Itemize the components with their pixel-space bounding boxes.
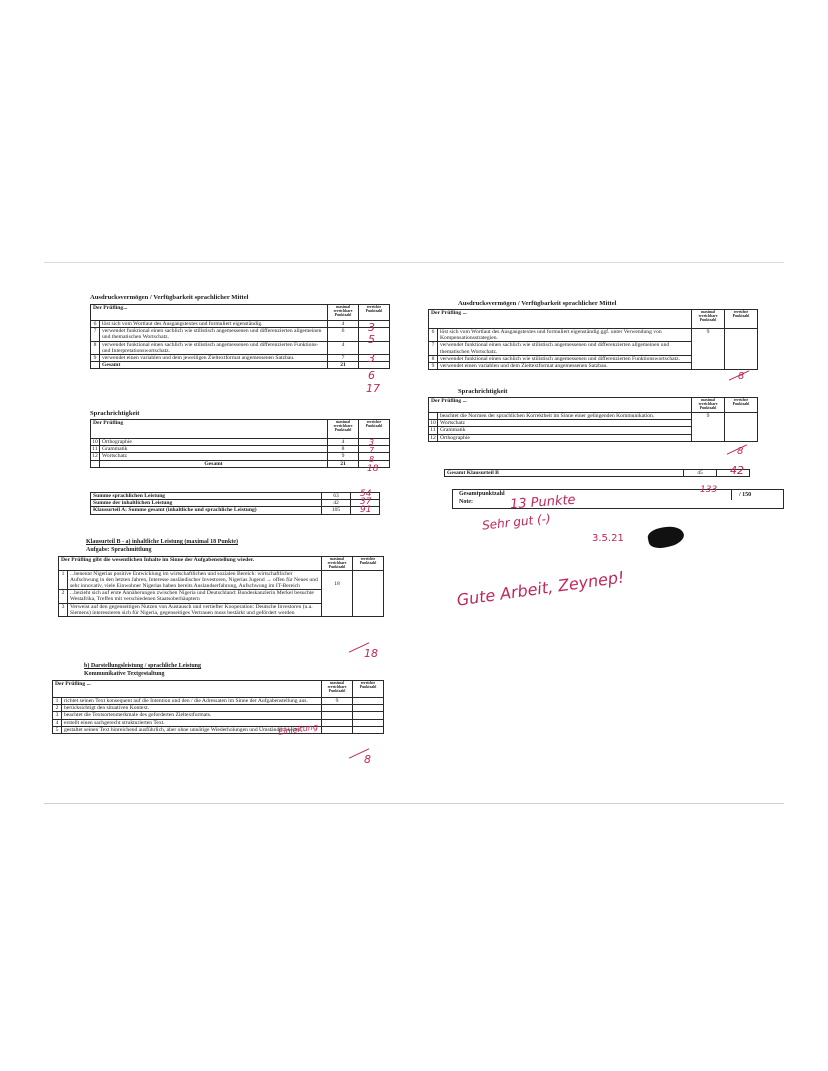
left-sprach-title: Sprachrichtigkeit: [90, 410, 140, 417]
hw-points: 3: [369, 438, 375, 447]
right-sprach-title: Sprachrichtigkeit: [458, 388, 508, 395]
criterion-text: löst sich vom Wortlaut des Ausgangstextes und formuliert eigenständig ggf. unter Verwendung von Kompensationsstrategien.: [438, 329, 692, 342]
total-label: Gesamt: [100, 460, 328, 467]
col-max: maximal erreichbare Punktzahl: [328, 420, 359, 439]
row-number: 6: [91, 321, 100, 328]
reached-points-cell: [725, 413, 758, 442]
hw-grade-word: Sehr gut (-): [481, 511, 552, 533]
hw-points: 91: [360, 505, 372, 515]
note-label: Note:: [459, 499, 473, 505]
row-number: 10: [92, 439, 98, 445]
criterion-text: berücksichtigt den situativen Kontext.: [62, 705, 322, 712]
summary-label: Summe der inhaltlichen Leistung: [91, 500, 322, 507]
criterion-text: Grammatik: [100, 446, 328, 453]
summary-label: Klausurteil A: Summe gesamt (inhaltliche und sprachliche Leistung): [91, 507, 322, 514]
row-number: 1: [53, 698, 62, 705]
criterion-text: Orthographie: [438, 434, 692, 441]
max-points: 8: [328, 446, 359, 453]
gesamt-b-max: 45: [684, 470, 717, 477]
summary-max: 42: [322, 500, 351, 507]
table-head: Der Prüfling gibt die wesentlichen Inhalte im Sinne der Aufgabenstellung wieder.: [59, 557, 322, 571]
criterion-text: verwendet einen variablen und dem jeweiligen Zieltextformat angemessenen Satzbau.: [100, 355, 328, 362]
criterion-text: verwendet funktional einen sachlich wie stilistisch angemessenen und differenzierten allgemeinen und thematischen Wortschatz.: [100, 328, 328, 341]
row-number: 12: [92, 453, 98, 460]
hw-points: 3: [368, 321, 375, 334]
col-reached: erreichte Punktzahl: [725, 310, 758, 329]
criterion-text: Wortschatz: [100, 453, 328, 460]
row-number: 9: [429, 363, 438, 370]
right-ausdruck-title: Ausdrucksvermögen / Verfügbarkeit sprachlicher Mittel: [458, 300, 617, 307]
criterion-text: richtet seinen Text konsequent auf die Intention und den / die Adressaten im Sinne der Aufgabenstellung aus.: [62, 698, 322, 705]
row-number: 4: [53, 719, 62, 726]
hw-points: 5: [368, 333, 375, 346]
row-number: 2: [53, 705, 62, 712]
hw-points: 18: [367, 464, 379, 474]
max-points: 9: [322, 698, 353, 705]
exam-sheet: [44, 262, 784, 804]
right-ausdruck-table: [428, 309, 758, 370]
hw-points: 42: [730, 464, 744, 477]
max-points: 9: [692, 329, 725, 370]
summary-max: 105: [322, 507, 351, 514]
hw-points: 133: [700, 485, 718, 495]
criterion-text: löst sich vom Wortlaut des Ausgangstextes und formuliert eigenständig.: [100, 321, 328, 328]
hw-date: 3.5.21: [592, 533, 624, 544]
hw-points: 8: [737, 446, 744, 457]
hw-points: 6: [368, 369, 375, 382]
reached-points-cell: [725, 329, 758, 370]
darstellung-table: [52, 680, 384, 737]
summary-label: Summe sprachlichen Leistung: [91, 493, 322, 500]
row-number: 5: [53, 726, 62, 733]
col-reached: erreichte Punktzahl: [359, 420, 390, 439]
criterion-text: Orthographie: [100, 439, 328, 446]
criterion-text: beachtet die Normen der sprachlichen Korrektheit im Sinne einer gelingenden Kommunikation.: [438, 413, 692, 420]
reached-points-cell: [353, 698, 384, 705]
left-ausdruck-title: Ausdrucksvermögen / Verfügbarkeit sprachlicher Mittel: [90, 294, 249, 301]
hw-margin-note: Einleitung: [277, 722, 319, 737]
row-number: 11: [92, 446, 98, 453]
criterion-text: Wortschatz: [438, 420, 692, 427]
teilb-title: Klausurteil B - a) inhaltliche Leistung (maximal 18 Punkte): [86, 539, 239, 545]
hw-points: 3: [368, 352, 375, 365]
max-points: 9: [692, 413, 725, 442]
summary-max: 63: [322, 493, 351, 500]
row-number: 3: [53, 712, 62, 719]
hw-points: 37: [360, 497, 372, 507]
darstellung-sub: Kommunikative Textgestaltung: [84, 671, 165, 677]
max-points: 4: [328, 321, 359, 328]
row-number: 6: [429, 329, 438, 342]
hw-points: 54: [360, 489, 372, 499]
row-number: 2: [59, 590, 68, 603]
hw-points: 8: [369, 455, 375, 464]
table-head: Der Prüfling ...: [429, 310, 692, 329]
col-max: maximal erreichbare Punktzahl: [322, 681, 353, 698]
max-points: 7: [328, 355, 359, 362]
row-number: 10: [430, 420, 436, 427]
table-head: Der Prüfling ...: [429, 398, 692, 413]
table-head: Der Prüfling ...: [53, 681, 322, 698]
criterion-text: beachtet die Textsortenmerkmale des geforderten Zieltextformats.: [62, 712, 322, 719]
criterion-text: ...benennt Nigerias positive Entwicklung im wirtschaftlichen und sozialen Bereich: wirtschaftlicher Aufschwung in den letzten Jahren, Interesse ausländischer Investoren, Nigerias Jugend → offen für Neues und sehr innovativ, viele Einwohner Nigerias haben bereits Auslandserfahrung, Aufschwung im IT-Bereich: [68, 570, 322, 590]
max-points: 4: [328, 439, 359, 446]
table-head: Der Prüfling: [91, 420, 328, 439]
total-label: Gesamt: [100, 362, 328, 369]
col-max: maximal erreichbare Punktzahl: [692, 398, 725, 413]
darstellung-title: b) Darstellungsleistung / sprachliche Leistung: [84, 663, 202, 669]
max-points: 9: [328, 453, 359, 460]
max-points: 4: [328, 341, 359, 354]
col-max: maximal erreichbare Punktzahl: [322, 557, 353, 571]
criterion-text: ...bezieht sich auf erste Annäherungen zwischen Nigeria und Deutschland: Bundeskanzlerin Merkel besuchte Westafrika, Treffen mit verschiedenen Staatsoberhäuptern: [68, 590, 322, 603]
total-max: 21: [328, 460, 359, 467]
col-max: maximal erreichbare Punktzahl: [692, 310, 725, 329]
row-number: 8: [429, 355, 438, 362]
row-number: 9: [91, 355, 100, 362]
criterion-text: gestaltet seinen Text hinreichend ausführlich, aber ohne unnötige Wiederholungen und Umständlichkeiten.: [62, 726, 322, 733]
max-points: 6: [328, 328, 359, 341]
col-reached: erreichte Punktzahl: [353, 681, 384, 698]
row-number: 12: [430, 434, 436, 441]
criterion-text: verwendet funktional einen sachlich wie stilistisch angemessenen und differenzierten allgemeinen und thematischen Wortschatz.: [438, 342, 692, 355]
col-reached: erreichte Punktzahl: [725, 398, 758, 413]
criterion-text: verwendet einen variablen und dem Zieltextformat angemessenen Satzbau.: [438, 363, 692, 370]
criterion-text: verwendet funktional einen sachlich wie stilistisch angemessenen und differenzierten Funktions- und Interpretationswortschatz.: [100, 341, 328, 354]
hw-grade: 13 Punkte: [509, 492, 577, 513]
row-number: 11: [430, 427, 436, 434]
criterion-text: Grammatik: [438, 427, 692, 434]
right-sprach-table: [428, 397, 758, 442]
reached-points-cell: [353, 570, 384, 616]
gesamt-b-label: Gesamt Klausurteil B: [445, 470, 684, 477]
left-sprach-table: [90, 419, 390, 468]
hw-points: 7: [369, 446, 375, 455]
row-number: 8: [91, 341, 100, 354]
row-number: 3: [59, 603, 68, 616]
row-number: 7: [429, 342, 438, 355]
teilb-task: Aufgabe: Sprachmittlung: [86, 547, 152, 553]
row-number: 7: [91, 328, 100, 341]
hw-points: 8: [364, 753, 371, 766]
criterion-text: Verweist auf den gegenseitigen Nutzen von Austausch und vertiefter Kooperation: Deutsche Investoren (u.a. Siemens) interessieren sich für Nigeria, gegenseitiges Vertrauen muss bestärkt und gefördert werden: [68, 603, 322, 616]
gesamtpunkte-of: / 150: [739, 492, 752, 498]
summary-table: [90, 492, 380, 515]
signature-scribble: [646, 523, 685, 550]
criterion-text: erstellt einen sachgerecht strukturierten Text.: [62, 719, 322, 726]
gesamtpunkte-label: Gesamtpunktzahl: [459, 491, 505, 497]
criterion-text: verwendet funktional einen sachlich wie stilistisch angemessenen und differenzierten Funktionswortschatz.: [438, 355, 692, 362]
col-max: maximal erreichbare Punktzahl: [328, 305, 359, 321]
col-reached: erreichte Punktzahl: [353, 557, 384, 571]
left-ausdruck-table: [90, 304, 390, 369]
hw-points: 8: [738, 371, 745, 382]
max-points: 18: [322, 570, 353, 616]
col-reached: erreichte Punktzahl: [359, 305, 390, 321]
teilb-table: [58, 556, 384, 617]
hw-comment: Gute Arbeit, Zeynep!: [455, 567, 626, 610]
gesamtpunkte-box: [452, 489, 784, 509]
total-max: 21: [328, 362, 359, 369]
hw-points: 18: [364, 647, 378, 660]
hw-points: 17: [366, 382, 380, 395]
row-number: 1: [59, 570, 68, 590]
gesamt-b-table: [444, 469, 750, 477]
table-head: Der Prüfling...: [91, 305, 328, 321]
